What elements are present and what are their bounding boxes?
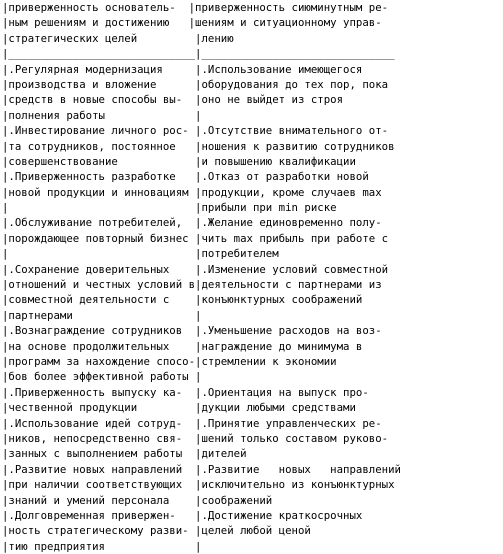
table-text-line: |.Долговременная привержен- |.Достижение краткосрочных [2,508,363,522]
table-text-line: |.Сохранение доверительных |.Изменение условий совместной [2,262,389,276]
table-text-line: |программ за нахождение спосо-|стремлении к экономии [2,354,337,368]
table-text-line: |.Инвестирование личного рос- |.Отсутствие внимательного от- [2,124,389,138]
table-text-line: |партнерами | [2,308,202,322]
table-text-line: |.Использование идей сотруд- |.Принятие управленческих ре- [2,416,382,430]
table-text-line: |совершенствование |и повышению квалификации [2,154,356,168]
table-text-line: |совместной деятельности с |конъюнктурных соображений [2,293,363,307]
table-text-line: |.Приверженность выпуску ка- |.Ориентация на выпуск про- [2,385,369,399]
table-text-line: |производства и вложение |оборудования до тех пор, пока [2,77,389,91]
table-text-line: |чественной продукции |дукции любыми средствами [2,401,356,415]
table-text-line: |.Вознаграждение сотрудников |.Уменьшение расходов на воз- [2,324,382,338]
table-text-line: |ников, непосредственно свя- |шений только составом руково- [2,431,389,445]
table-text-line: |та сотрудников, постоянное |ношения к развитию сотрудников [2,139,395,153]
table-text-line: |порождающее повторный бизнес |чить max прибыль при работе с [2,231,389,245]
table-text-line: |средств в новые способы вы- |оно не выйдет из строя [2,93,344,107]
table-text-line: |.Приверженность разработке |.Отказ от разработки новой [2,170,369,184]
table-text-line: |при наличии соответствующих |исключительно из конъюнктурных [2,478,395,492]
table-text-line: |новой продукции и инновациям |продукции, кроме случаев max [2,185,382,199]
table-text-line: |.Развитие новых направлений |.Развитие новых направлений [2,462,401,476]
table-text-line: |занных с выполнением работы |дителей [2,447,247,461]
table-text-line: |бов более эффективной работы | [2,370,202,384]
table-text-line: |отношений и честных условий в|деятельности с партнерами из [2,278,382,292]
table-text-line: |ность стратегическому разви- |целей любой ценой [2,524,311,538]
comparison-table-text [2,0,401,554]
table-text-line: |полнения работы | [2,108,202,122]
table-text-line: |приверженность основатель- |приверженность сиюминутным ре- [2,1,389,14]
table-text-line: |тию предприятия | [2,539,202,553]
table-text-line: |знаний и умений персонала |соображений [2,493,273,507]
table-text-line: |стратегических целей |лению [2,31,234,45]
table-text-line: | |потребителем [2,247,279,261]
table-text-line: | |прибыли при min риске [2,201,337,215]
table-text-line: |.Обслуживание потребителей, |.Желание единовременно полу- [2,216,382,230]
table-text-line: |_____________________________|______________________________ [2,47,395,61]
table-text-line: |на основе продолжительных |награждение до минимума в [2,339,363,353]
table-text-line: |.Регулярная модернизация |.Использование имеющегося [2,62,363,76]
table-text-line: |ным решениям и достижению |шениям и ситуационному управ- [2,16,382,30]
